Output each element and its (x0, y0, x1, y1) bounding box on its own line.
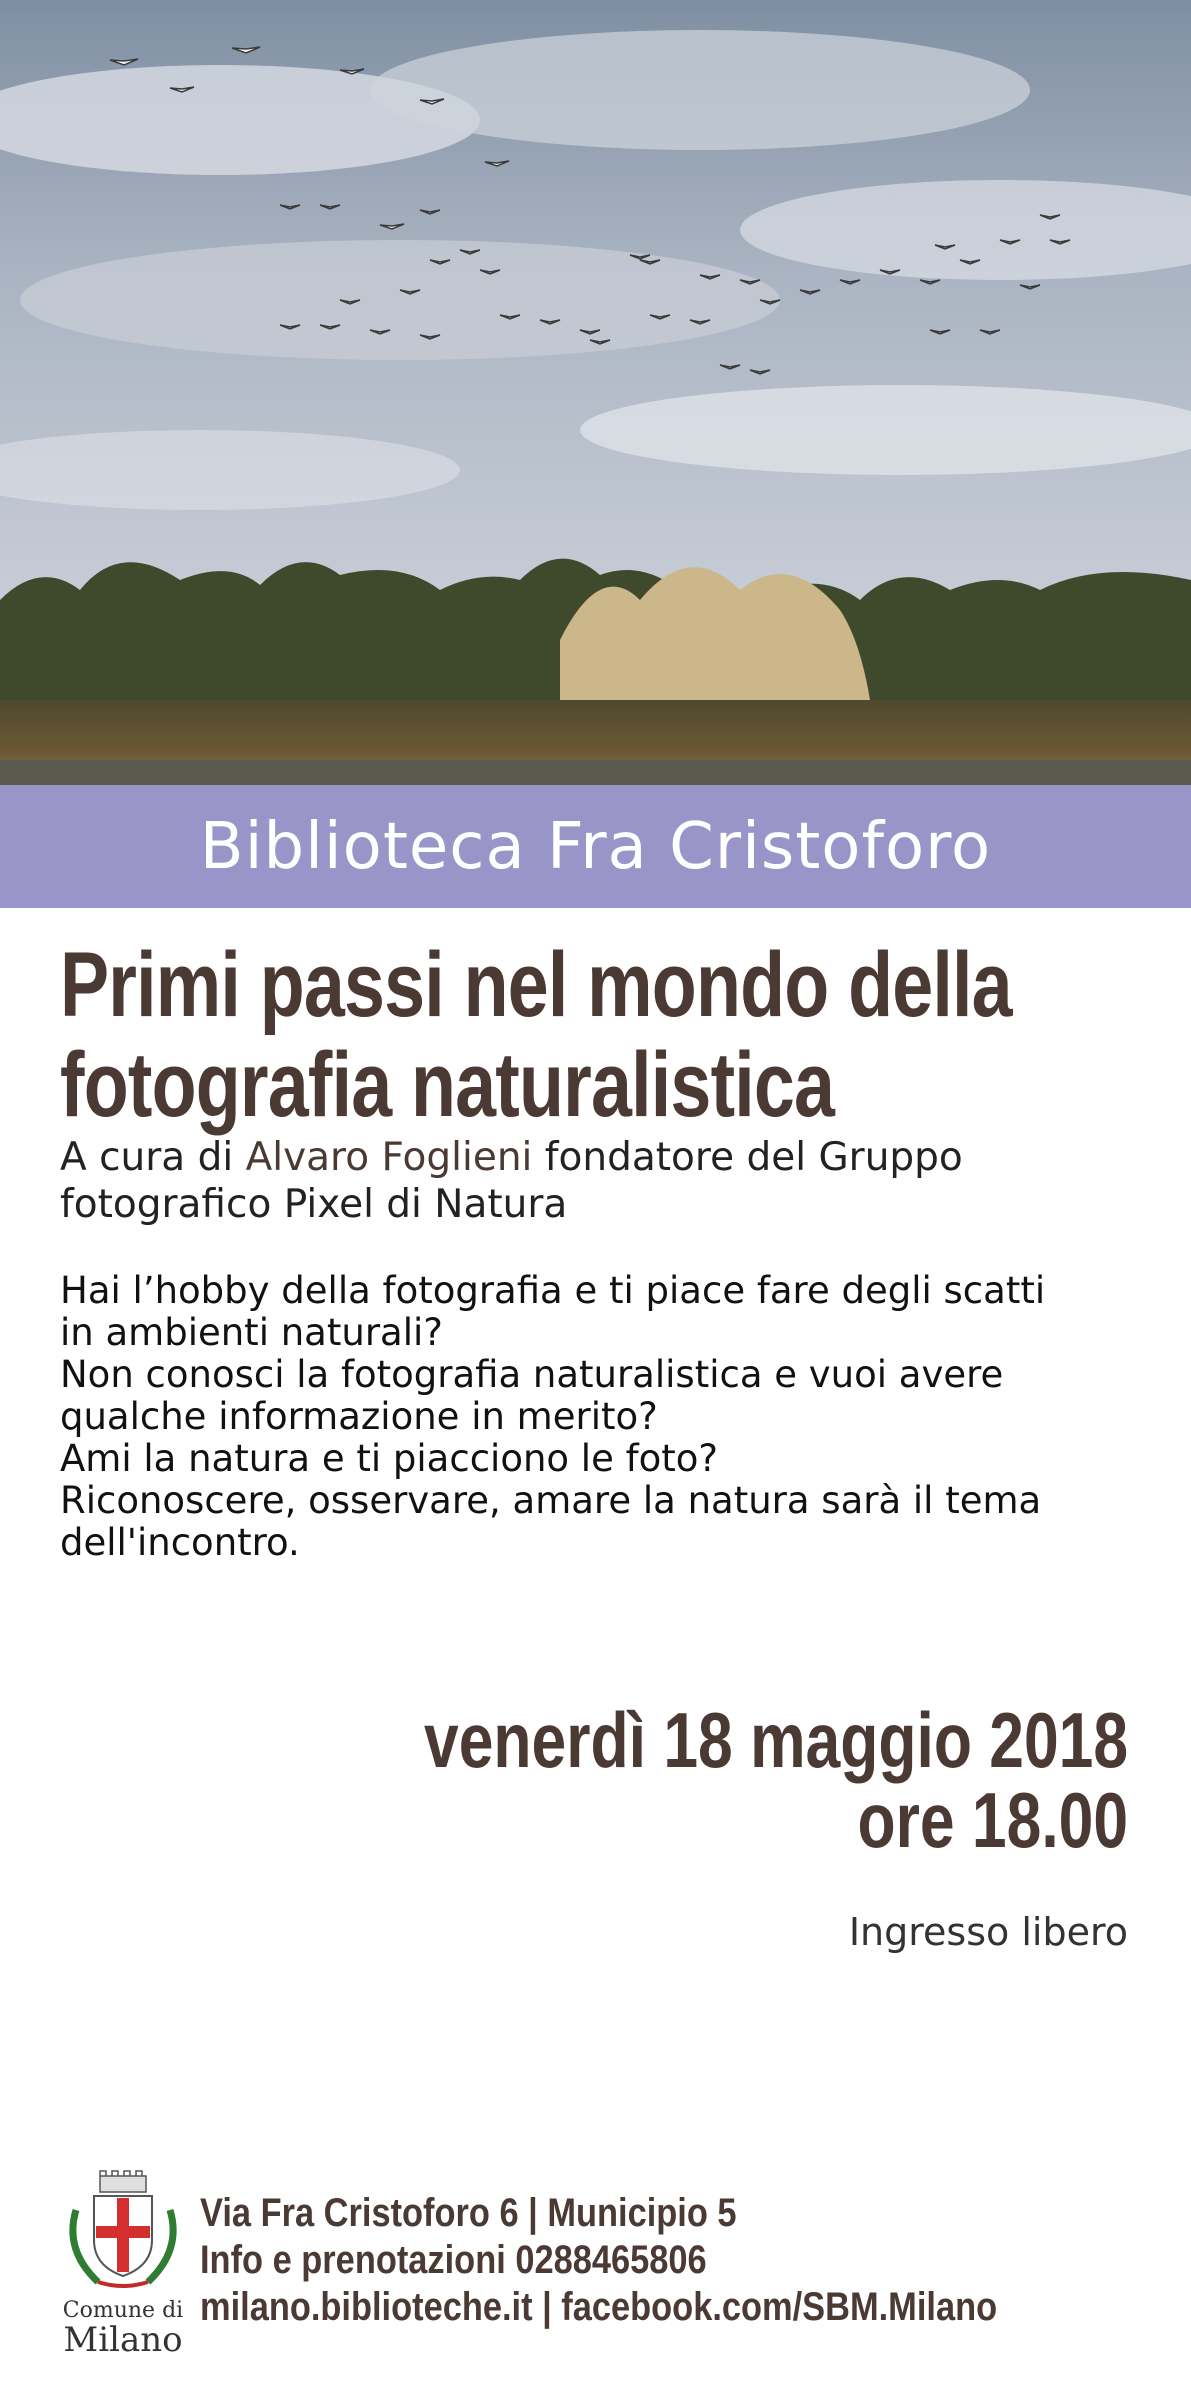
event-title (60, 934, 1012, 1136)
event-title-line: Primi passi nel mondo della (60, 934, 1012, 1036)
description-line: Hai l’hobby della fotografia e ti piace fare degli scatti (60, 1269, 1046, 1312)
curator-prefix: A cura di (60, 1135, 246, 1180)
footer-phone: Info e prenotazioni 0288465806 (200, 2238, 707, 2282)
curator-line2: fotografico Pixel di Natura (60, 1182, 568, 1227)
description-line: dell'incontro. (60, 1521, 300, 1564)
description-line: in ambienti naturali? (60, 1311, 443, 1354)
description-line: qualche informazione in merito? (60, 1395, 658, 1438)
description-line: Ami la natura e ti piacciono le foto? (60, 1437, 719, 1480)
entry-note: Ingresso libero (848, 1910, 1128, 1954)
library-name: Biblioteca Fra Cristoforo (199, 809, 992, 884)
event-time: ore 18.00 (857, 1776, 1128, 1864)
event-description (60, 1270, 1140, 1564)
logo-line1: Comune di (62, 2298, 184, 2323)
curator-suffix: fondatore del Gruppo (532, 1135, 963, 1180)
event-title-line: fotografia naturalistica (60, 1034, 835, 1136)
footer-address: Via Fra Cristoforo 6 | Municipio 5 (200, 2191, 737, 2235)
library-banner (0, 785, 1191, 908)
description-line: Riconoscere, osservare, amare la natura sarà il tema (60, 1479, 1042, 1522)
event-datetime (423, 1696, 1128, 1864)
description-line: Non conosci la fotografia naturalistica e vuoi avere (60, 1353, 1004, 1396)
curator-info (60, 1134, 1140, 1228)
footer-contacts (200, 2190, 997, 2331)
footer-web: milano.biblioteche.it | facebook.com/SBM.Milano (200, 2285, 998, 2329)
hero-photo (0, 0, 1191, 785)
event-date: venerdì 18 maggio 2018 (423, 1696, 1128, 1784)
comune-milano-logo (58, 2170, 188, 2370)
logo-line2: Milano (63, 2320, 183, 2360)
coat-of-arms-icon (58, 2170, 188, 2298)
curator-name: Alvaro Foglieni (245, 1135, 533, 1180)
